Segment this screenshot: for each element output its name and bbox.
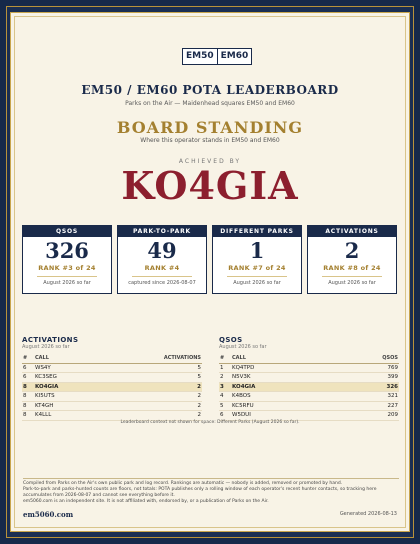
callsign: KO4GIA xyxy=(121,163,299,208)
table-row xyxy=(22,392,202,402)
rank-cell: 3 xyxy=(220,383,224,390)
card-note: August 2026 so far xyxy=(233,280,281,286)
call-cell: KC3SEG xyxy=(35,374,57,380)
value-cell: 2 xyxy=(197,412,201,418)
value-cell: 769 xyxy=(387,364,398,371)
card-rank: RANK #7 of 24 xyxy=(228,264,286,272)
context-note: Leaderboard context not shown for space: Different Parks (August 2026 so far). xyxy=(120,420,300,425)
card-note: August 2026 so far xyxy=(328,280,376,286)
card-label: DIFFERENT PARKS xyxy=(213,226,301,237)
generated-date: Generated 2026-08-13 xyxy=(339,511,397,517)
site-link[interactable]: em5060.com xyxy=(23,510,74,519)
card-note: captured since 2026-08-07 xyxy=(128,280,196,286)
rank-cell: 5 xyxy=(220,402,224,409)
call-cell: KT4GH xyxy=(35,402,54,409)
stat-card-different-parks xyxy=(212,225,302,294)
page-title: EM50 / EM60 POTA LEADERBOARD xyxy=(81,83,339,97)
table-header: # CALL QSOS xyxy=(219,354,399,364)
call-cell: KO4GIA xyxy=(35,383,59,390)
call-cell: W5DUI xyxy=(232,412,251,418)
em-logo xyxy=(182,48,252,65)
table-row xyxy=(219,402,399,412)
value-cell: 2 xyxy=(197,393,201,399)
table-row-highlighted xyxy=(22,383,202,393)
call-cell: K4BOS xyxy=(232,393,251,399)
table-subtitle: August 2026 so far xyxy=(22,344,70,350)
rank-cell: 6 xyxy=(23,364,27,371)
rank-cell: 2 xyxy=(220,374,224,380)
card-value: 49 xyxy=(147,238,177,263)
rank-cell: 1 xyxy=(220,364,224,371)
qsos-table xyxy=(219,336,399,421)
footer-divider xyxy=(23,478,399,479)
table-row xyxy=(22,402,202,412)
card-value: 2 xyxy=(344,238,360,263)
table-row xyxy=(219,392,399,402)
footer-note: Compiled from Parks on the Air's own public park and log record. Rankings are automatic — nobody is added, removed or promoted by hand. xyxy=(23,481,343,486)
card-label: QSOS xyxy=(23,226,111,237)
value-cell: 321 xyxy=(387,393,398,399)
call-cell: K4LLL xyxy=(35,412,52,418)
table-body xyxy=(22,364,202,421)
card-rank: RANK #8 of 24 xyxy=(323,264,381,272)
card-value: 326 xyxy=(45,238,89,263)
stat-card-park-to-park xyxy=(117,225,207,294)
value-cell: 227 xyxy=(387,402,398,409)
activations-table xyxy=(22,336,202,421)
call-cell: WS4Y xyxy=(35,364,51,371)
table-row xyxy=(219,373,399,383)
card-value: 1 xyxy=(249,238,265,263)
footer-note: em5060.com is an independent site. It is not affiliated with, endorsed by, or a publication of Parks on the Air. xyxy=(23,499,269,504)
value-cell: 2 xyxy=(197,383,201,390)
call-cell: KI5UTS xyxy=(35,393,55,399)
rank-cell: 8 xyxy=(23,402,27,409)
table-body xyxy=(219,364,399,421)
call-cell: N5V3K xyxy=(232,374,251,380)
logo-left: EM50 xyxy=(182,48,218,65)
logo-right: EM60 xyxy=(218,48,253,65)
card-label: PARK-TO-PARK xyxy=(118,226,206,237)
rank-cell: 6 xyxy=(220,412,224,418)
table-title: QSOS xyxy=(219,336,243,344)
rank-cell: 6 xyxy=(23,374,27,380)
table-header: # CALL ACTIVATIONS xyxy=(22,354,202,364)
board-subheading: Where this operator stands in EM50 and EM60 xyxy=(140,137,280,144)
call-cell: KC5RFU xyxy=(232,402,254,409)
card-rank: RANK #4 xyxy=(144,264,180,272)
value-cell: 5 xyxy=(197,374,201,380)
stat-card-activations xyxy=(307,225,397,294)
footer-note: Park-to-park and parks-hunted counts are floors, not totals: POTA publishes only a rolling window of each operator's recent hunter contacts, so tracking here accumulates from 2026-08-07 and cannot see everything before it. xyxy=(23,487,377,498)
rank-cell: 8 xyxy=(23,383,27,390)
page-subtitle: Parks on the Air — Maidenhead squares EM50 and EM60 xyxy=(125,100,295,107)
table-row-highlighted xyxy=(219,383,399,393)
value-cell: 2 xyxy=(197,402,201,409)
call-cell: KQ4TPD xyxy=(232,364,255,371)
table-row xyxy=(22,373,202,383)
stat-card-qsos xyxy=(22,225,112,294)
value-cell: 5 xyxy=(197,364,201,371)
rank-cell: 8 xyxy=(23,412,27,418)
table-subtitle: August 2026 so far xyxy=(219,344,267,350)
value-cell: 399 xyxy=(387,374,398,380)
value-cell: 209 xyxy=(387,412,398,418)
call-cell: KO4GIA xyxy=(232,383,256,390)
board-heading: BOARD STANDING xyxy=(116,118,304,137)
rank-cell: 8 xyxy=(23,393,27,399)
table-row xyxy=(219,364,399,374)
table-title: ACTIVATIONS xyxy=(22,336,79,344)
table-row xyxy=(22,364,202,374)
certificate-paper xyxy=(10,12,410,532)
card-label: ACTIVATIONS xyxy=(308,226,396,237)
achieved-label: ACHIEVED BY xyxy=(178,158,242,165)
card-rank: RANK #3 of 24 xyxy=(38,264,96,272)
card-note: August 2026 so far xyxy=(43,280,91,286)
rank-cell: 4 xyxy=(220,393,224,399)
value-cell: 326 xyxy=(386,383,398,390)
